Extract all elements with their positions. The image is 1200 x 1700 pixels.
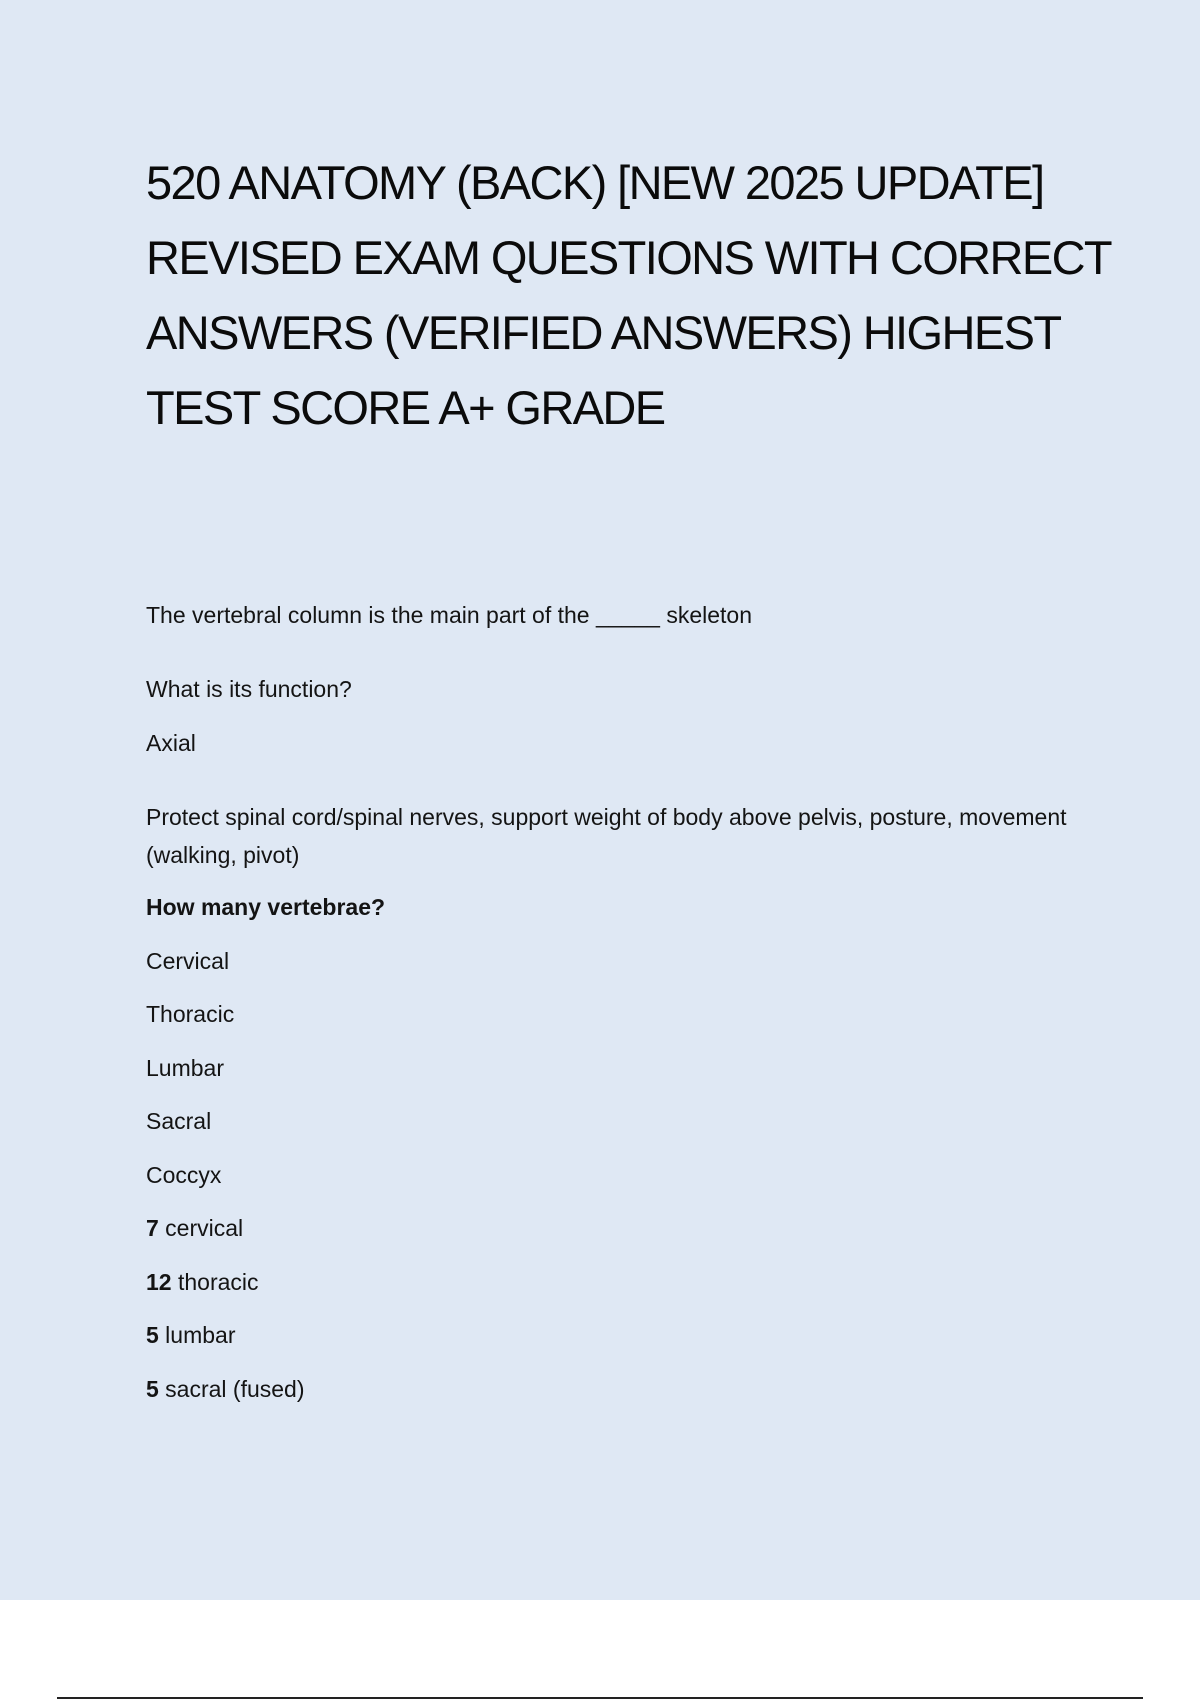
region-item: Thoracic (146, 1001, 235, 1027)
count-number: 7 (146, 1215, 159, 1241)
count-item (146, 1316, 236, 1354)
question-skeleton: The vertebral column is the main part of the _____ skeleton (146, 602, 753, 628)
count-item (146, 1209, 243, 1247)
document-title (146, 145, 1112, 445)
region-item: Lumbar (146, 1055, 224, 1081)
answer-axial: Axial (146, 730, 196, 756)
footer-divider (57, 1697, 1143, 1699)
title-line: 520 ANATOMY (BACK) [NEW 2025 UPDATE] (146, 156, 1044, 209)
count-number: 5 (146, 1376, 159, 1402)
count-number: 5 (146, 1322, 159, 1348)
count-label: sacral (fused) (158, 1376, 305, 1402)
title-line: TEST SCORE A+ GRADE (146, 381, 665, 434)
count-label: lumbar (158, 1322, 236, 1348)
title-line: REVISED EXAM QUESTIONS WITH CORRECT (146, 231, 1112, 284)
region-item: Sacral (146, 1108, 212, 1134)
count-item (146, 1370, 305, 1408)
count-label: thoracic (171, 1269, 259, 1295)
count-item (146, 1263, 259, 1301)
question-vertebrae-count: How many vertebrae? (146, 894, 386, 920)
count-label: cervical (158, 1215, 244, 1241)
title-line: ANSWERS (VERIFIED ANSWERS) HIGHEST (146, 306, 1061, 359)
question-function: What is its function? (146, 676, 352, 702)
region-item: Cervical (146, 948, 230, 974)
answer-function: Protect spinal cord/spinal nerves, support weight of body above pelvis, posture, movement (walking, pivot) (146, 804, 1067, 868)
count-number: 12 (146, 1269, 172, 1295)
region-item: Coccyx (146, 1162, 222, 1188)
